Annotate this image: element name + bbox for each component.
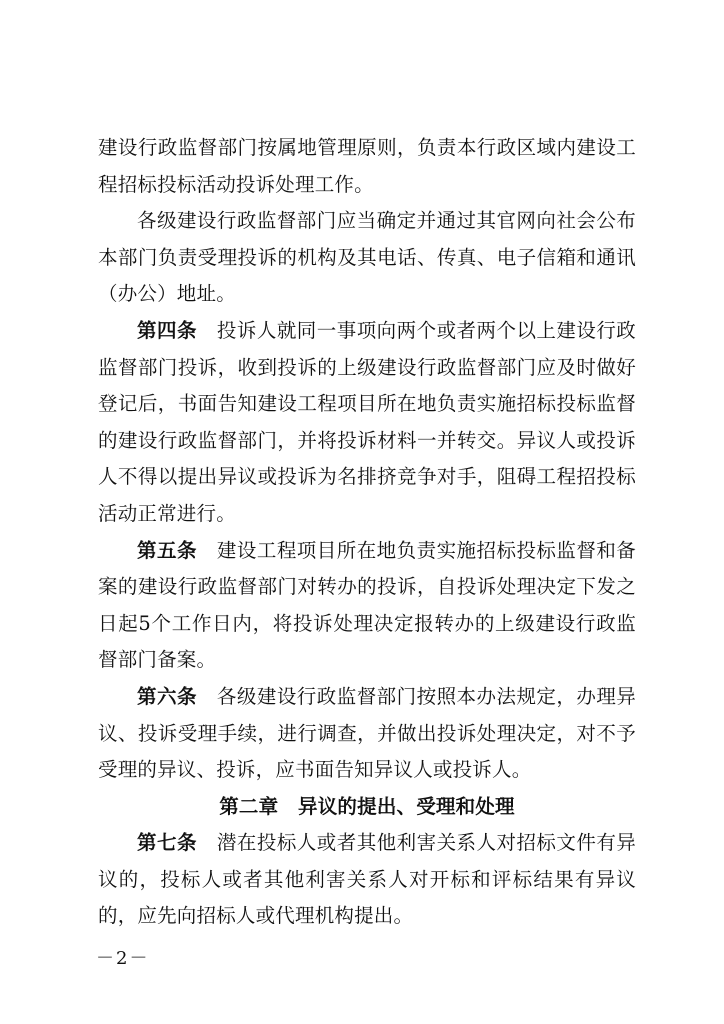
paragraph-public-announcement: 各级建设行政监督部门应当确定并通过其官网向社会公布本部门负责受理投诉的机构及其电话、传真、电子信箱和通讯（办公）地址。	[98, 209, 636, 306]
article-4-text: 投诉人就同一事项向两个或者两个以上建设行政监督部门投诉，收到投诉的上级建设行政监督部门应及时做好登记后，书面告知建设工程项目所在地负责实施招标投标监督的建设行政监督部门，并将投诉材料一并转交。异议人或投诉人不得以提出异议或投诉为名排挤竞争对手，阻碍工程招投标活动正常进行。	[98, 318, 637, 525]
article-6	[98, 679, 636, 789]
page-number: －2－	[96, 948, 150, 969]
paragraph-jurisdiction: 建设行政监督部门按属地管理原则，负责本行政区域内建设工程招标投标活动投诉处理工作。	[98, 136, 636, 196]
document-body	[98, 130, 636, 935]
article-5	[98, 533, 636, 679]
article-7-text: 潜在投标人或者其他利害关系人对招标文件有异议的，投标人或者其他利害关系人对开标和评标结果有异议的，应先向招标人或代理机构提出。	[98, 831, 637, 928]
article-6-label: 第六条	[137, 684, 197, 708]
article-5-text: 建设工程项目所在地负责实施招标投标监督和备案的建设行政监督部门对转办的投诉，自投诉处理决定下发之日起5个工作日内，将投诉处理决定报转办的上级建设行政监督部门备案。	[98, 538, 637, 672]
article-6-text: 各级建设行政监督部门按照本办法规定，办理异议、投诉受理手续，进行调查，并做出投诉处理决定，对不予受理的异议、投诉，应书面告知异议人或投诉人。	[98, 684, 637, 782]
article-5-label: 第五条	[137, 538, 197, 562]
chapter-heading: 第二章 异议的提出、受理和处理	[219, 794, 515, 818]
article-7	[98, 825, 636, 935]
article-4-label: 第四条	[137, 318, 197, 342]
article-4	[98, 313, 636, 533]
article-7-label: 第七条	[137, 831, 197, 855]
